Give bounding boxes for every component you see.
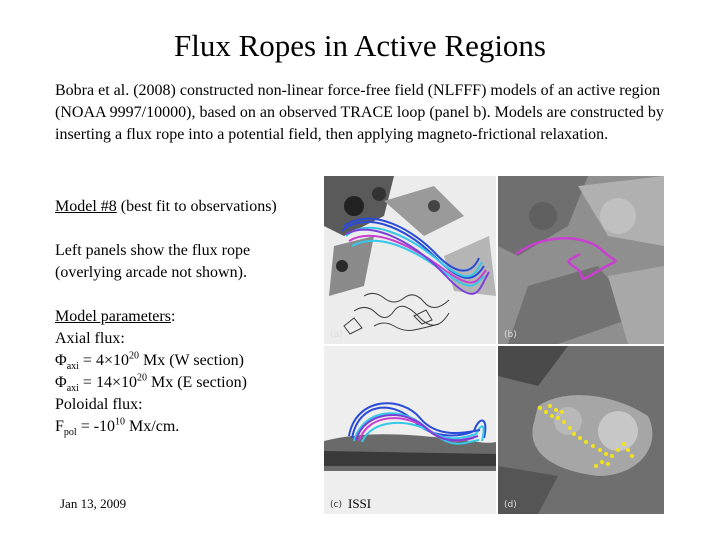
east-value: = 14×10 [78, 374, 137, 391]
footer-date: Jan 13, 2009 [60, 496, 127, 511]
panel-c-label: (c) [330, 500, 342, 510]
panel-b-label: (b) [504, 330, 517, 340]
panel-d-image [498, 346, 664, 514]
footer-center: ISSI [348, 496, 372, 511]
panel-c [324, 346, 496, 514]
params-heading-colon: : [170, 308, 176, 325]
model-note: (best fit to observations) [116, 198, 277, 215]
west-unit: Mx (W section) [138, 352, 244, 369]
panel-a-label: (a) [330, 330, 343, 340]
panel-b-image [498, 176, 664, 344]
pol-unit: Mx/cm. [125, 418, 180, 435]
params-heading-line [55, 306, 247, 328]
axial-flux-label: Axial flux: [55, 330, 125, 347]
pol-exponent: 10 [115, 416, 126, 428]
axial-flux-west [55, 350, 247, 372]
left-panels-note [55, 240, 250, 284]
east-unit: Mx (E section) [146, 374, 247, 391]
model-parameters [55, 306, 247, 438]
panel-b [498, 176, 664, 344]
model-name: Model #8 [55, 198, 117, 215]
poloidal-flux-value [55, 416, 247, 438]
panel-d-label: (d) [504, 500, 517, 510]
params-heading: Model parameters [55, 308, 171, 325]
poloidal-flux-label: Poloidal flux: [55, 396, 143, 413]
panel-a [324, 176, 496, 344]
left-panels-note-line-1: Left panels show the flux rope [55, 242, 251, 259]
model-line [55, 196, 277, 218]
intro-paragraph: Bobra et al. (2008) constructed non-linear force-free field (NLFFF) models of an active region (NOAA 9997/10000), based on an observed TRACE loop (panel b). Models are constructed by inserting a flux rope into a potential field, then applying magneto-frictional relaxation. [55, 82, 664, 143]
panel-c-image [324, 346, 496, 514]
phi-symbol: Φ [55, 374, 67, 391]
pol-value: = -10 [76, 418, 116, 435]
phi-symbol: Φ [55, 352, 67, 369]
axi-subscript: axi [66, 361, 79, 373]
east-exponent: 20 [136, 372, 147, 384]
pol-subscript: pol [63, 427, 77, 439]
slide-title: Flux Ropes in Active Regions [174, 28, 546, 63]
axi-subscript: axi [66, 383, 79, 395]
panel-a-image [324, 176, 496, 344]
axial-flux-east [55, 372, 247, 394]
panel-d [498, 346, 664, 514]
left-panels-note-line-2: (overlying arcade not shown). [55, 264, 247, 281]
west-value: = 4×10 [78, 352, 129, 369]
west-exponent: 20 [128, 350, 139, 362]
f-symbol: F [55, 418, 64, 435]
